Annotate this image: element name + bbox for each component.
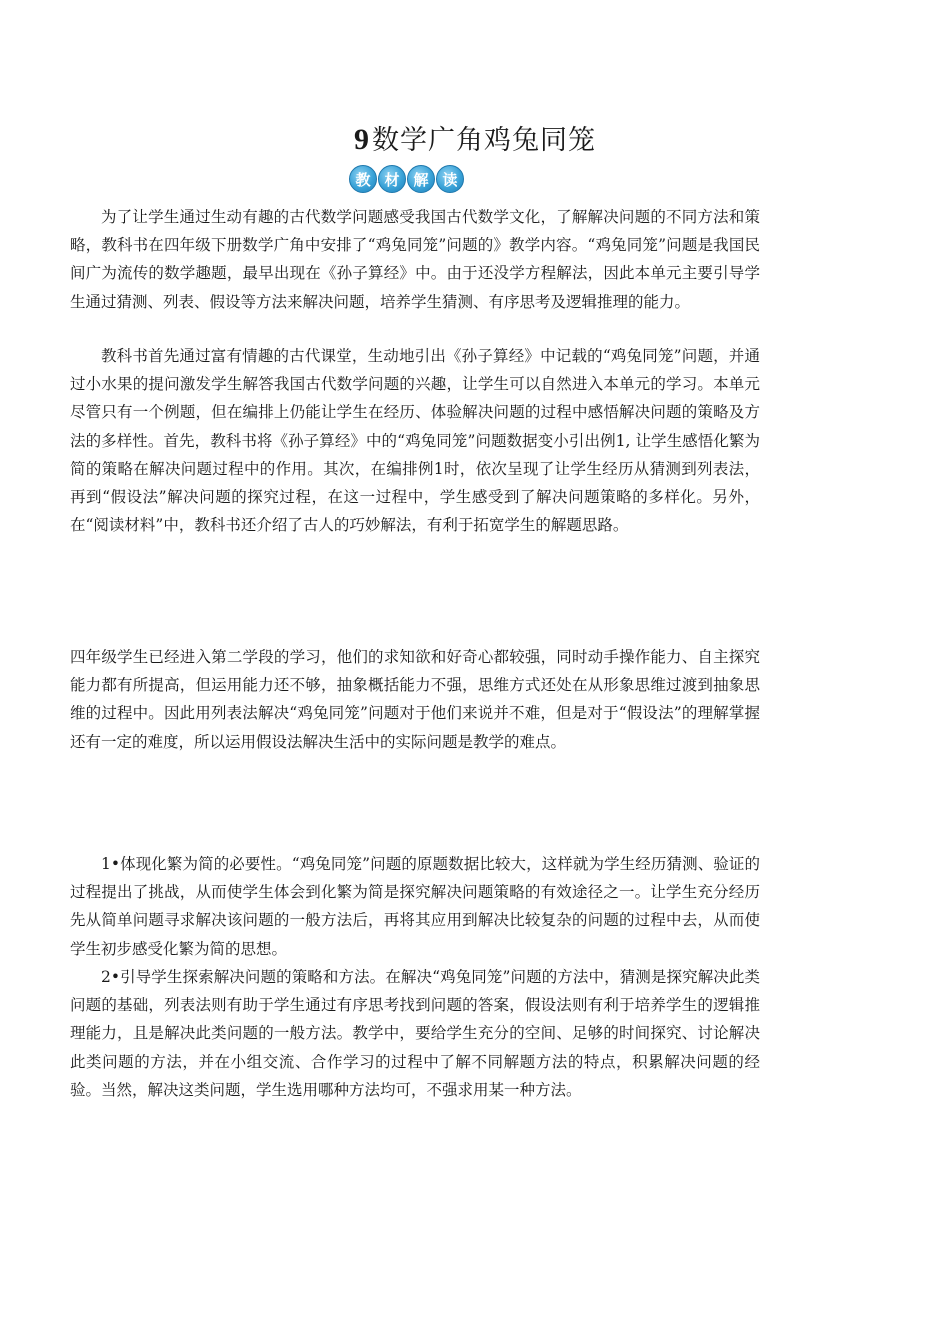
- paragraph-textbook-analysis: 教科书首先通过富有情趣的古代课堂，生动地引出《孙子算经》中记载的“鸡兔同笼”问题，并通过小水果的提问激发学生解答我国古代数学问题的兴趣，让学生可以自然进入本单元的学习。本单元尽管只有一个例题，但在编排上仍能让学生在经历、体验解决问题的过程中感悟解决问题的策略及方法的多样性。首先，教科书将《孙子算经》中的“鸡兔同笼”问题数据变小引出例1, 让学生感悟化繁为简的策略在解决问题过程中的作用。其次，在编排例1时，依次呈现了让学生经历从猜测到列表法，再到“假设法”解决问题的探究过程，在这一过程中，学生感受到了解决问题策略的多样化。另外，在“阅读材料”中，教科书还介绍了古人的巧妙解法，有利于拓宽学生的解题思路。: [70, 347, 760, 535]
- paragraph-suggestion-1: 1•体现化繁为简的必要性。“鸡兔同笼”问题的原题数据比较大，这样就为学生经历猜测、验证的过程提出了挑战，从而使学生体会到化繁为简是探究解决问题策略的有效途径之一。让学生充分经历先从简单问题寻求解决该问题的一般方法后，再将其应用到解决比较复杂的问题的过程中去，从而使学生初步感受化繁为简的思想。: [70, 855, 760, 958]
- paragraph-student-analysis: 四年级学生已经进入第二学段的学习，他们的求知欲和好奇心都较强，同时动手操作能力、自主探究能力都有所提高，但运用能力还不够，抽象概括能力不强，思维方式还处在从形象思维过渡到抽象思维的过程中。因此用列表法解决“鸡兔同笼”问题对于他们来说并不难，但是对于“假设法”的理解掌握还有一定的难度，所以运用假设法解决生活中的实际问题是教学的难点。: [70, 648, 760, 751]
- page-title: [0, 118, 950, 157]
- badge-char: 解: [407, 165, 435, 193]
- paragraph-intro: 为了让学生通过生动有趣的古代数学问题感受我国古代数学文化，了解解决问题的不同方法和策略，教科书在四年级下册数学广角中安排了“鸡兔同笼”问题的》教学内容。“鸡兔同笼”问题是我国民间广为流传的数学趣题，最早出现在《孙子算经》中。由于还没学方程解法，因此本单元主要引导学生通过猜测、列表、假设等方法来解决问题，培养学生猜测、有序思考及逻辑推理的能力。: [70, 208, 760, 311]
- title-text: 数学广角鸡兔同笼: [372, 125, 596, 157]
- section-badge-textbook-reading: [349, 165, 467, 195]
- badge-char: 材: [378, 165, 406, 193]
- title-number: 9: [354, 123, 370, 157]
- paragraph-suggestion-2: 2•引导学生探索解决问题的策略和方法。在解决“鸡兔同笼”问题的方法中，猜测是探究解决此类问题的基础，列表法则有助于学生通过有序思考找到问题的答案，假设法则有利于培养学生的逻辑推理能力，且是解决此类问题的一般方法。教学中，要给学生充分的空间、足够的时间探究、讨论解决此类问题的方法，并在小组交流、合作学习的过程中了解不同解题方法的特点，积累解决问题的经验。当然，解决这类问题，学生选用哪种方法均可，不强求用某一种方法。: [70, 968, 760, 1099]
- badge-char: 教: [349, 165, 377, 193]
- badge-char: 读: [436, 165, 464, 193]
